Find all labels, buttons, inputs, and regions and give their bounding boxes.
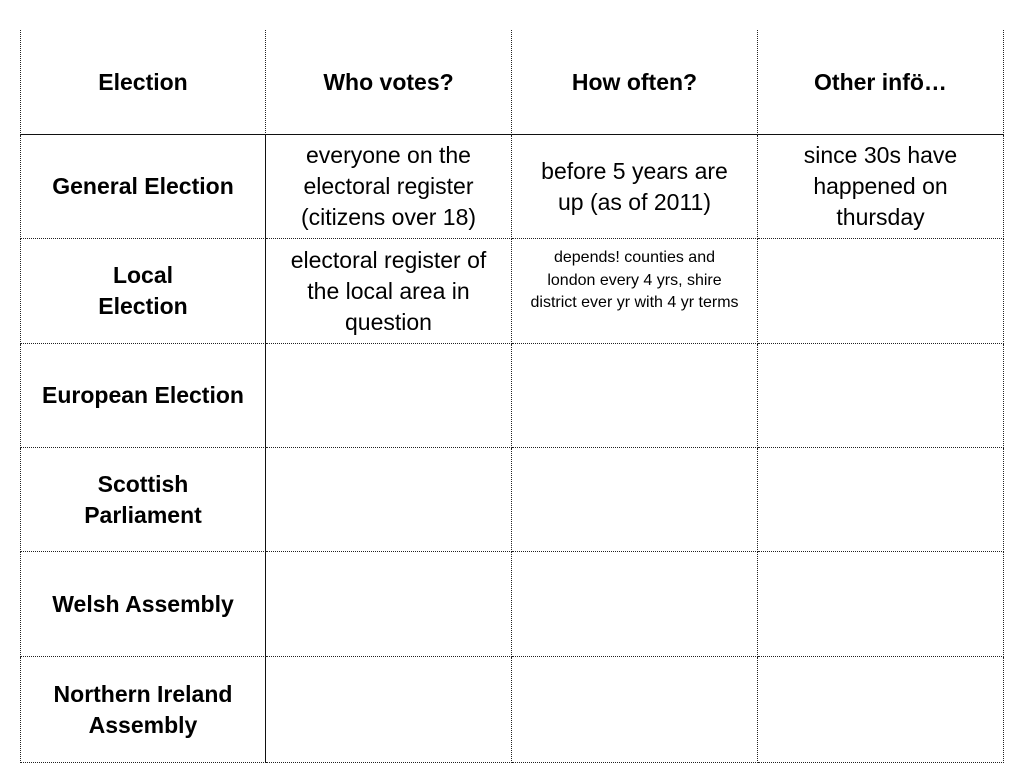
header-election-label: Election (98, 68, 188, 95)
local-election-how-often-text: depends! counties and london every 4 yrs, shire district ever yr with 4 yr terms (530, 249, 739, 311)
welsh-assembly-label: Welsh Assembly (52, 590, 234, 617)
general-election-label: General Election (52, 173, 234, 199)
european-election-how-often (512, 344, 758, 448)
northern-ireland-assembly-other-info (758, 657, 1004, 763)
scottish-parliament-how-often (512, 448, 758, 552)
scottish-parliament-who-votes (266, 448, 512, 552)
row-general-election-name (20, 135, 266, 239)
scottish-parliament-label: Scottish Parliament (84, 470, 202, 528)
header-how-often-label: How often? (571, 68, 698, 95)
local-election-other-info (758, 239, 1004, 344)
general-election-how-often-text: before 5 years are up (as of 2011) (541, 157, 728, 215)
northern-ireland-assembly-how-often (512, 657, 758, 763)
local-election-who-votes (266, 239, 512, 344)
header-who-votes-label: Who votes? (323, 68, 454, 95)
european-election-other-info (758, 344, 1004, 448)
row-welsh-assembly-name (20, 552, 266, 657)
european-election-label: European Election (42, 382, 244, 408)
row-local-election-name (20, 239, 266, 344)
general-election-who-votes (266, 135, 512, 239)
header-how-often (512, 30, 758, 135)
elections-table (20, 30, 1004, 763)
general-election-other-info-text: since 30s have happened on thursday (803, 142, 958, 230)
local-election-label: Local Election (98, 262, 188, 319)
row-northern-ireland-assembly-name (20, 657, 266, 763)
local-election-how-often (512, 239, 758, 344)
local-election-who-votes-text: electoral register of the local area in question (290, 247, 487, 335)
european-election-who-votes (266, 344, 512, 448)
welsh-assembly-other-info (758, 552, 1004, 657)
general-election-other-info (758, 135, 1004, 239)
welsh-assembly-how-often (512, 552, 758, 657)
header-other-info (758, 30, 1004, 135)
general-election-how-often (512, 135, 758, 239)
row-european-election-name (20, 344, 266, 448)
welsh-assembly-who-votes (266, 552, 512, 657)
scottish-parliament-other-info (758, 448, 1004, 552)
header-who-votes (266, 30, 512, 135)
northern-ireland-assembly-label: Northern Ireland Assembly (53, 680, 233, 738)
header-other-info-label: Other infö… (814, 68, 947, 95)
general-election-who-votes-text: everyone on the electoral register (citizens over 18) (300, 142, 477, 230)
header-election (20, 30, 266, 135)
northern-ireland-assembly-who-votes (266, 657, 512, 763)
row-scottish-parliament-name (20, 448, 266, 552)
